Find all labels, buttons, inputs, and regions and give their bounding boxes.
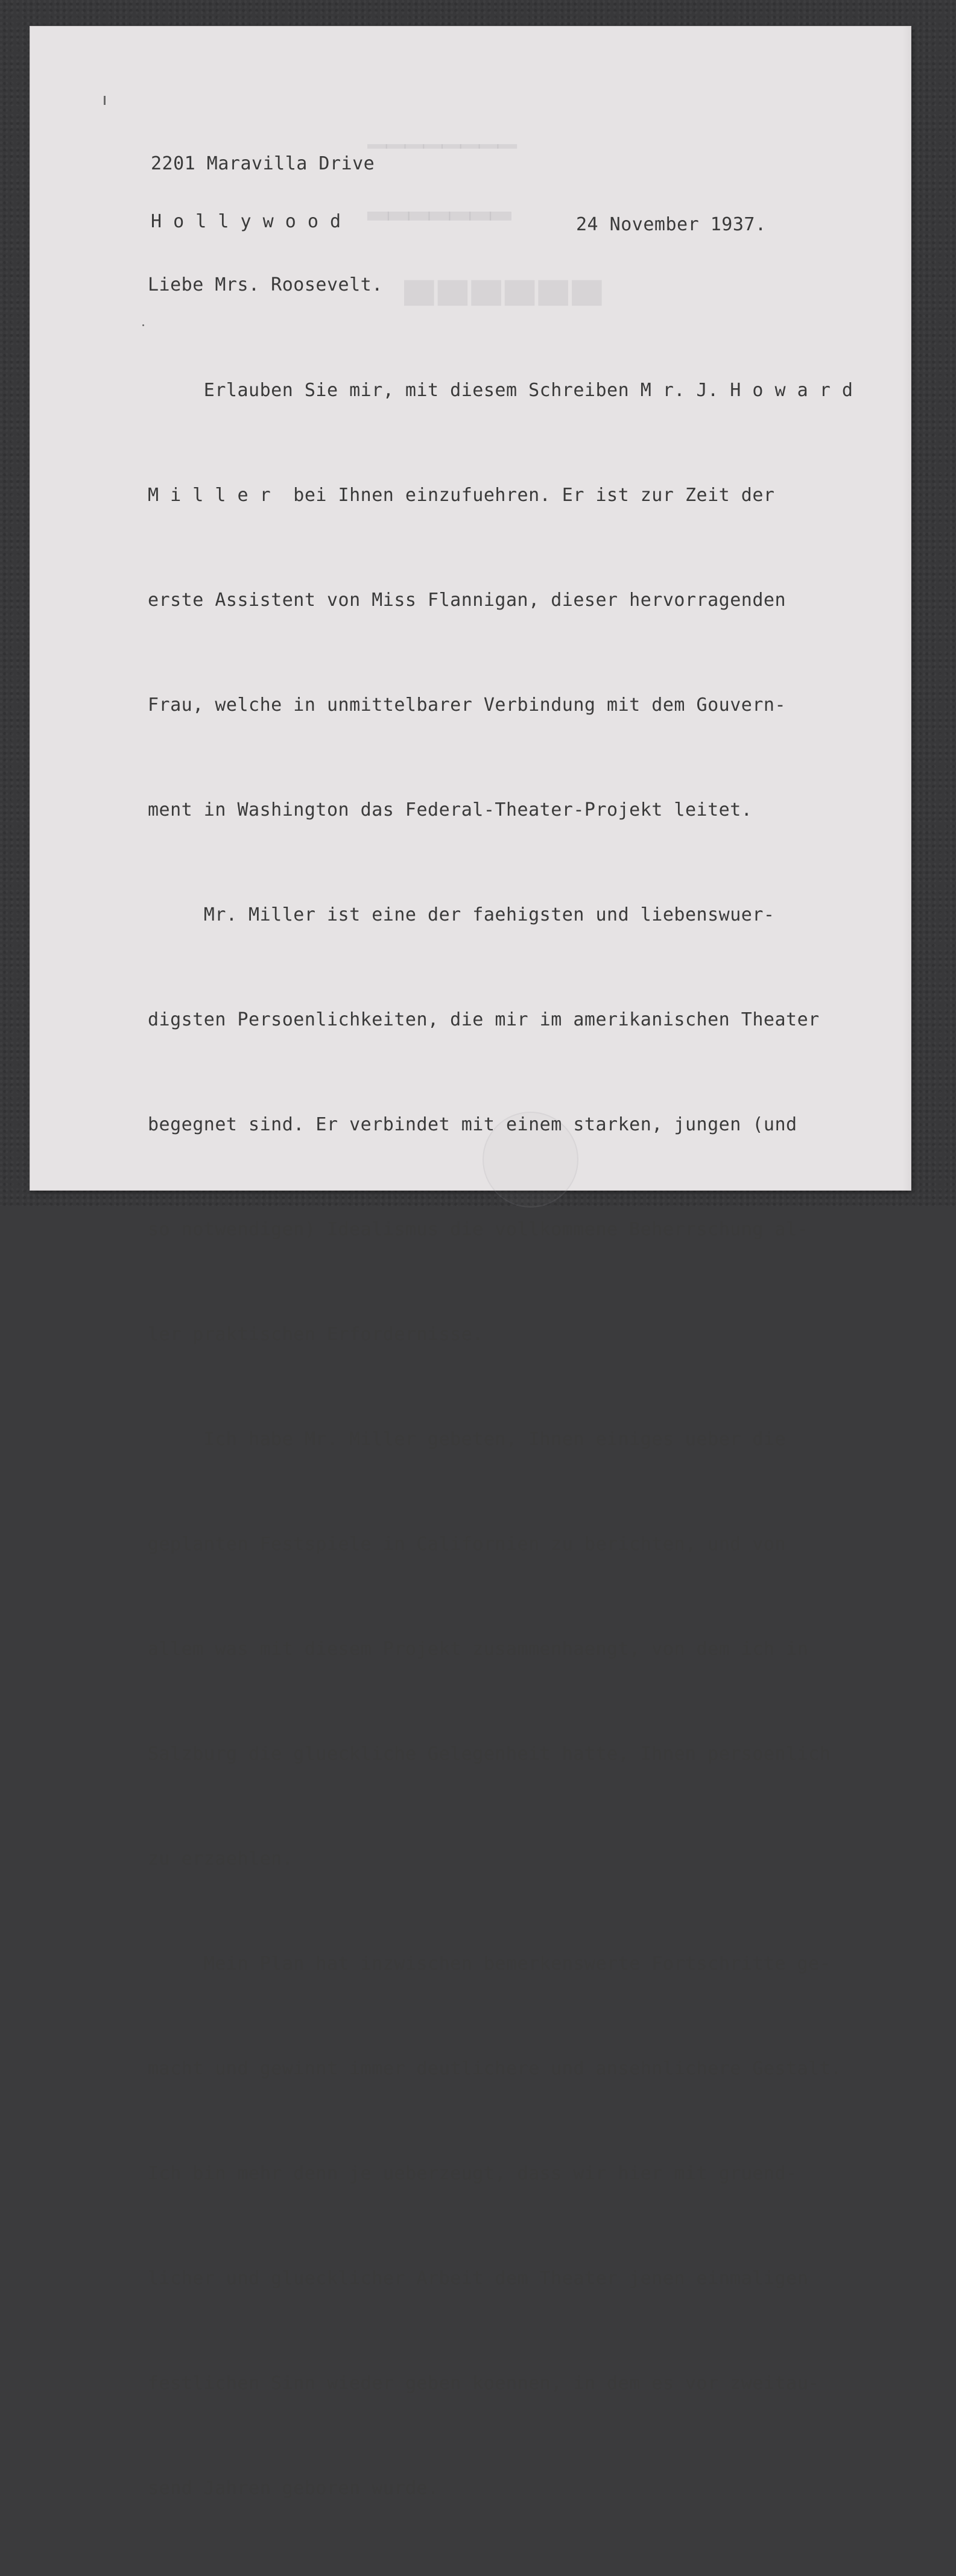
body-line: Mr. Miller ist eine der faehigsten und liebenswuer- [148,904,775,925]
address-line-street: 2201 Maravilla Drive [151,153,375,174]
body-line: Ich habe Mr. Miller gebeten, Ihnen einiges ueber die [148,1429,787,1450]
letter-greeting: Liebe Mrs. Roosevelt. [148,274,383,295]
letter-body [148,303,853,2576]
page-edge-shading [902,27,911,1190]
body-line: digsten Persoenlichkeiten, die mir im amerikanischen Theater [148,1009,820,1030]
bleed-through-mark: ▄▄▄▄▄▄ [404,256,606,303]
body-line: so notwendigen) Idealismus die vollkommene Beherrschung al- [148,1219,809,1240]
body-line: M i l l e r bei Ihnen einzufuehren. Er ist zur Zeit der [148,485,775,506]
address-line-city: H o l l y w o o d [151,211,341,232]
body-line: Erlauben Sie mir, mit diesem Schreiben M r. J. H o w a r d [148,380,853,401]
bleed-through-mark: ▂▂▂▂▂▂▂ [368,190,511,219]
paper-mark [104,96,106,105]
body-line: licher und gluecklicher Arbeit dem Theater jenen einmaligen [148,2268,809,2289]
body-line: Mein Plan hat inzwischen bemerkenswerte Fortschritte ge- [148,1953,831,1974]
body-line: ment in Washington das Federal-Theater-Projekt leitet. [148,799,753,820]
body-line: ler praktischen Erfordernisse. [148,1324,484,1345]
paper-mark [142,324,144,326]
sender-address [151,116,375,270]
letter-date: 24 November 1937. [576,214,767,235]
body-line: festlichen Sinn wieder geben koennen, in dem es vor zweitau- [148,2373,820,2394]
body-line: Salzburg die glueckliche Gelegenheit hatte, Ihnen persoenlich [148,1743,831,1765]
body-line: send Jahren geboren wurde. [148,2478,439,2499]
letter-page [30,27,911,2499]
body-line: Ich bin mehr denn je ueberzeugt, dass wir hier mit gruend- [148,2163,797,2184]
body-line: allem was mit diesem Projekt zusammenhaengt, von dem ich in [148,1639,809,1660]
body-line: zu erzaehlen. [148,1848,294,1869]
body-line: begegnet sind. Er verbindet mit einem starken, jungen (und [148,1114,797,1135]
body-line: Frau, welche in unmittelbarer Verbindung mit dem Gouvern- [148,694,787,716]
body-line: geplanten Festspiele in Californien zu berichten, und von [148,1534,787,1555]
body-line: macht und gewinnt immer deutlichere und ansehnlichere Gestalt. [148,2058,842,2079]
body-line: erste Assistent von Miss Flannigan, dieser hervorragenden [148,590,787,611]
bleed-through-mark: ▁▁▁▁▁▁▁▁ [368,121,517,148]
